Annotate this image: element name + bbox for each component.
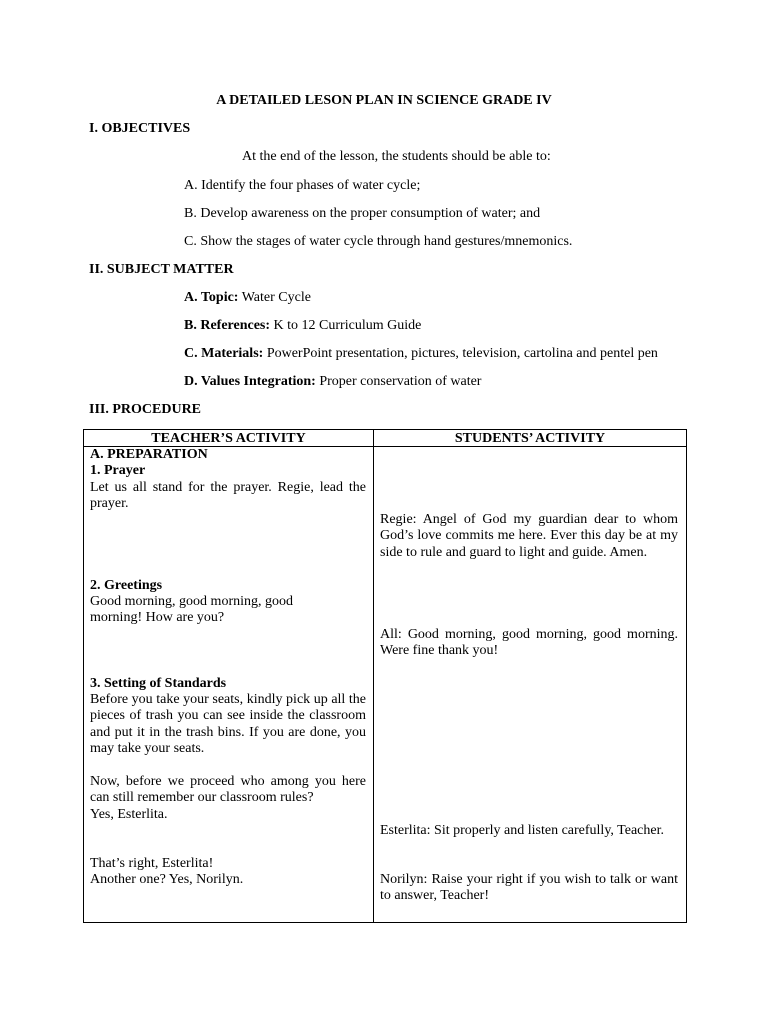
standards-text: Before you take your seats, kindly pick up all the pieces of trash you can see inside the classroom and put it in the trash bins. If you are done, you may take your seats. <box>90 692 366 757</box>
objective-item: A. Identify the four phases of water cycle; <box>184 178 421 193</box>
objective-item: C. Show the stages of water cycle through hand gestures/mnemonics. <box>184 234 573 249</box>
objective-item: B. Develop awareness on the proper consumption of water; and <box>184 206 541 221</box>
teacher-response: Another one? Yes, Norilyn. <box>90 872 244 887</box>
subject-item-value: PowerPoint presentation, pictures, television, cartolina and pentel pen <box>263 346 658 361</box>
table-row <box>84 447 687 923</box>
procedure-table <box>83 429 687 923</box>
rules-text: Now, before we proceed who among you here can still remember our classroom rules? <box>90 774 366 806</box>
subject-item-materials <box>184 346 658 362</box>
greetings-heading: 2. Greetings <box>90 578 163 593</box>
objectives-intro: At the end of the lesson, the students should be able to: <box>242 149 551 164</box>
table-header-row <box>84 430 687 447</box>
subject-item-value: Water Cycle <box>238 290 311 305</box>
prayer-heading: 1. Prayer <box>90 463 146 478</box>
column-header-teacher: TEACHER’S ACTIVITY <box>84 430 374 447</box>
procedure-heading: III. PROCEDURE <box>89 402 202 417</box>
subject-item-value: K to 12 Curriculum Guide <box>270 318 422 333</box>
subject-item-label: B. References: <box>184 318 271 333</box>
standards-heading: 3. Setting of Standards <box>90 676 227 691</box>
student-response: Norilyn: Raise your right if you wish to talk or want to answer, Teacher! <box>380 872 678 904</box>
document-title: A DETAILED LESON PLAN IN SCIENCE GRADE IV <box>216 93 552 108</box>
greetings-text: Good morning, good morning, good morning! How are you? <box>90 594 293 626</box>
subject-item-label: C. Materials: <box>184 346 264 361</box>
subject-item-value: Proper conservation of water <box>315 374 482 389</box>
student-response: Regie: Angel of God my guardian dear to whom God’s love commits me here. Ever this day be at my side to rule and guard to light and guide. Amen. <box>380 512 678 560</box>
students-activity-cell <box>374 447 687 923</box>
preparation-heading: A. PREPARATION <box>90 447 208 462</box>
rules-call: Yes, Esterlita. <box>90 807 168 822</box>
student-response: All: Good morning, good morning, good morning. Were fine thank you! <box>380 627 678 659</box>
subject-item-references <box>184 318 421 334</box>
student-response: Esterlita: Sit properly and listen carefully, Teacher. <box>380 823 664 838</box>
column-header-students: STUDENTS’ ACTIVITY <box>374 430 687 447</box>
subject-item-label: A. Topic: <box>184 290 239 305</box>
teacher-response: That’s right, Esterlita! <box>90 856 214 871</box>
subject-item-values <box>184 374 481 390</box>
subject-matter-heading: II. SUBJECT MATTER <box>89 262 234 277</box>
teacher-activity-cell <box>84 447 374 923</box>
objectives-heading: I. OBJECTIVES <box>89 121 191 136</box>
subject-item-label: D. Values Integration: <box>184 374 316 389</box>
subject-item-topic <box>184 290 311 306</box>
prayer-text: Let us all stand for the prayer. Regie, lead the prayer. <box>90 480 366 512</box>
